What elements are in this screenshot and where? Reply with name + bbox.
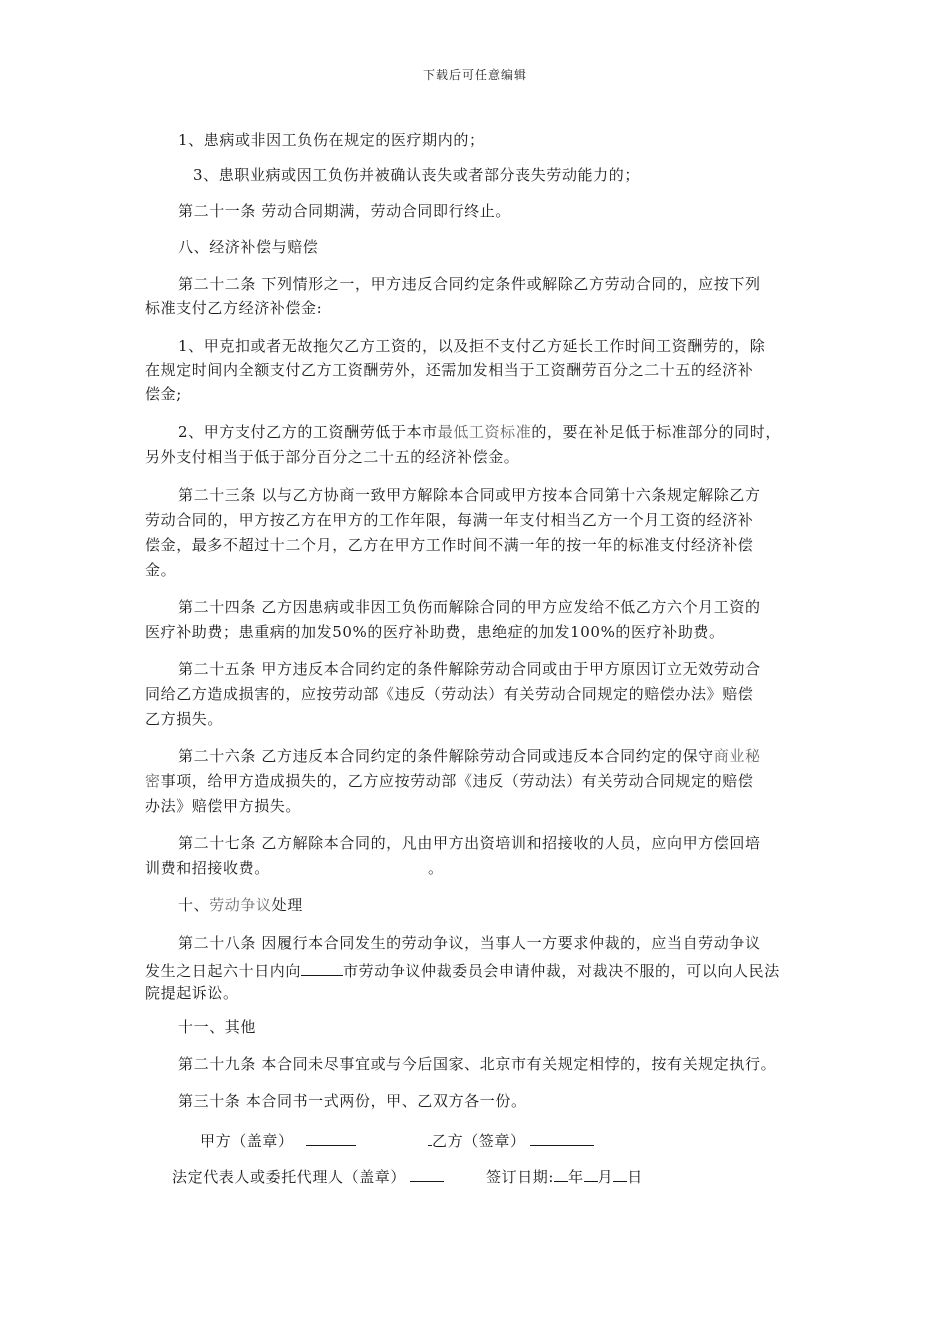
article-22-line-2: 标准支付乙方经济补偿金: [145, 299, 323, 317]
article-28-text-b: 市劳动争议仲裁委员会申请仲裁，对裁决不服的，可以向人民法 [343, 962, 780, 980]
legal-rep-blank [410, 1165, 444, 1182]
section-8-heading: 八、经济补偿与赔偿 [178, 238, 319, 256]
section-10-heading [178, 896, 303, 914]
item-2-line-2: 另外支付相当于低于部分百分之二十五的经济补偿金。 [145, 448, 520, 466]
section-10-suffix: 处理 [271, 896, 303, 914]
list-item-3: 3、患职业病或因工负伤并被确认丧失或者部分丧失劳动能力的； [193, 166, 640, 184]
day-blank [613, 1165, 627, 1182]
article-23-line-4: 金。 [145, 561, 177, 579]
article-21: 第二十一条 劳动合同期满，劳动合同即行终止。 [178, 202, 511, 220]
article-30: 第三十条 本合同书一式两份，甲、乙双方各一份。 [178, 1092, 527, 1110]
trade-secret-link-part-2[interactable]: 密 [145, 772, 161, 790]
city-blank [301, 959, 343, 976]
article-28-line-2 [145, 959, 780, 980]
article-26-line-2 [145, 772, 753, 790]
minimum-wage-link[interactable]: 最低工资标准 [437, 423, 532, 441]
article-23-line-3: 偿金，最多不超过十二个月，乙方在甲方工作时间不满一年的按一年的标准支付经济补偿 [145, 536, 754, 554]
item-2-text-b: 的，要在补足低于标准部分的同时， [531, 423, 781, 441]
party-b-blank [530, 1129, 594, 1146]
article-24-line-2: 医疗补助费；患重病的加发50%的医疗补助费，患绝症的加发100%的医疗补助费。 [145, 623, 725, 641]
article-27-line-2: 训费和招接收费。 [145, 859, 270, 877]
item-2-text-a: 2、甲方支付乙方的工资酬劳低于本市 [178, 423, 438, 441]
article-26-text-b: 事项，给甲方造成损失的，乙方应按劳动部《违反（劳动法）有关劳动合同规定的赔偿 [160, 772, 754, 790]
party-a-signature [200, 1129, 356, 1150]
item-1-line-3: 偿金; [145, 385, 182, 403]
year-label: 年 [568, 1168, 584, 1186]
article-28-line-3: 院提起诉讼。 [145, 984, 239, 1002]
article-27-line-1: 第二十七条 乙方解除本合同的，凡由甲方出资培训和招接收的人员，应向甲方偿回培 [178, 834, 761, 852]
item-2-line-1 [178, 423, 781, 441]
legal-rep-label: 法定代表人或委托代理人（盖章） [172, 1168, 407, 1186]
article-23-line-1: 第二十三条 以与乙方协商一致甲方解除本合同或甲方按本合同第十六条规定解除乙方 [178, 486, 761, 504]
article-24-line-1: 第二十四条 乙方因患病或非因工负伤而解除合同的甲方应发给不低乙方六个月工资的 [178, 598, 761, 616]
article-26-line-3: 办法》赔偿甲方损失。 [145, 797, 302, 815]
article-28-text-a: 发生之日起六十日内向 [145, 962, 302, 980]
article-22-line-1: 第二十二条 下列情形之一，甲方违反合同约定条件或解除乙方劳动合同的，应按下列 [178, 275, 761, 293]
item-1-line-1: 1、甲克扣或者无故拖欠乙方工资的，以及拒不支付乙方延长工作时间工资酬劳的，除 [178, 337, 766, 355]
sign-date [486, 1165, 643, 1186]
month-blank [584, 1165, 598, 1182]
party-a-blank [306, 1129, 356, 1146]
party-b-label: 乙方（签章） [432, 1132, 526, 1150]
article-25-line-2: 同给乙方造成损害的，应按劳动部《违反（劳动法）有关劳动合同规定的赔偿办法》赔偿 [145, 685, 754, 703]
article-29: 第二十九条 本合同未尽事宜或与今后国家、北京市有关规定相悖的，按有关规定执行。 [178, 1055, 777, 1073]
article-27-stray-period: 。 [428, 859, 444, 877]
party-b-signature [428, 1129, 594, 1150]
month-label: 月 [597, 1168, 614, 1186]
year-blank [554, 1165, 568, 1182]
article-28-line-1: 第二十八条 因履行本合同发生的劳动争议，当事人一方要求仲裁的，应当自劳动争议 [178, 934, 761, 952]
trade-secret-link-part-1[interactable]: 商业秘 [713, 747, 761, 765]
article-26-text-a: 第二十六条 乙方违反本合同约定的条件解除劳动合同或违反本合同约定的保守 [178, 747, 714, 765]
legal-rep-signature [172, 1165, 444, 1186]
day-label: 日 [627, 1168, 643, 1186]
sign-date-label: 签订日期: [486, 1168, 555, 1186]
article-23-line-2: 劳动合同的，甲方按乙方在甲方的工作年限，每满一年支付相当乙方一个月工资的经济补 [145, 511, 754, 529]
section-11-heading: 十一、其他 [178, 1018, 257, 1036]
list-item-1: 1、患病或非因工负伤在规定的医疗期内的； [178, 131, 485, 149]
item-1-line-2: 在规定时间内全额支付乙方工资酬劳外，还需加发相当于工资酬劳百分之二十五的经济补 [145, 361, 754, 379]
page-header: 下载后可任意编辑 [422, 68, 527, 82]
section-10-prefix: 十、 [178, 896, 210, 914]
article-25-line-3: 乙方损失。 [145, 710, 224, 728]
party-a-label: 甲方（盖章） [200, 1132, 294, 1150]
article-25-line-1: 第二十五条 甲方违反本合同约定的条件解除劳动合同或由于甲方原因订立无效劳动合 [178, 660, 761, 678]
article-26-line-1 [178, 747, 761, 765]
labor-dispute-link[interactable]: 劳动争议 [209, 896, 272, 914]
